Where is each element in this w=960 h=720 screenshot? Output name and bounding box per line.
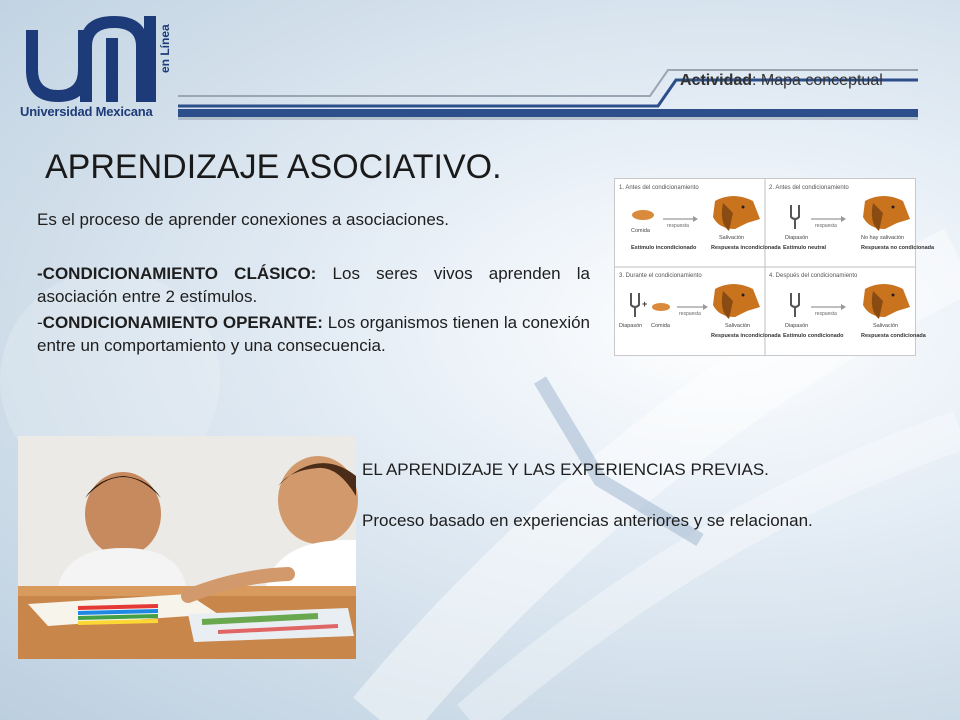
food-bowl-icon bbox=[632, 210, 654, 220]
diagram-panel-2 bbox=[769, 185, 935, 251]
svg-text:Comida: Comida bbox=[631, 228, 650, 234]
svg-text:respuesta: respuesta bbox=[679, 311, 701, 317]
svg-text:Diapasón: Diapasón bbox=[785, 323, 809, 329]
operant-term: CONDICIONAMIENTO OPERANTE: bbox=[42, 313, 323, 332]
intro-paragraph: Es el proceso de aprender conexiones a asociaciones. bbox=[37, 210, 450, 229]
logo-university-name: Universidad Mexicana bbox=[20, 104, 153, 119]
activity-label bbox=[680, 72, 883, 90]
tuning-fork-icon bbox=[791, 293, 799, 317]
svg-text:Diapasón: Diapasón bbox=[785, 235, 809, 241]
svg-text:4. Después del condicionamient: 4. Después del condicionamiento bbox=[769, 273, 858, 279]
svg-text:Respuesta incondicionada: Respuesta incondicionada bbox=[711, 333, 781, 339]
svg-text:respuesta: respuesta bbox=[815, 311, 837, 317]
svg-text:Salivación: Salivación bbox=[873, 323, 899, 329]
logo-tagline: en Línea bbox=[158, 24, 172, 73]
svg-text:Diapasón: Diapasón bbox=[619, 323, 643, 329]
dog-head-icon bbox=[713, 284, 760, 319]
diagram-panel-1 bbox=[619, 185, 782, 251]
svg-text:3. Durante el condicionamiento: 3. Durante el condicionamiento bbox=[619, 273, 702, 279]
svg-text:No hay salivación: No hay salivación bbox=[861, 235, 905, 241]
svg-text:Respuesta incondicionada: Respuesta incondicionada bbox=[711, 245, 781, 251]
classical-conditioning-paragraph bbox=[37, 262, 590, 308]
dog-head-icon bbox=[863, 196, 910, 231]
svg-text:Respuesta condicionada: Respuesta condicionada bbox=[861, 333, 926, 339]
svg-text:Respuesta no condicionada: Respuesta no condicionada bbox=[861, 245, 935, 251]
svg-text:Estímulo incondicionado: Estímulo incondicionado bbox=[631, 245, 697, 251]
svg-text:Comida: Comida bbox=[651, 323, 670, 329]
activity-value: Mapa conceptual bbox=[760, 72, 883, 89]
previous-experience-text: Proceso basado en experiencias anteriores y se relacionan. bbox=[362, 511, 813, 530]
children-drawing-photo bbox=[18, 436, 356, 659]
food-bowl-icon bbox=[652, 303, 670, 311]
tuning-fork-icon bbox=[791, 205, 799, 229]
svg-text:respuesta: respuesta bbox=[815, 223, 837, 229]
operant-conditioning-paragraph bbox=[37, 311, 590, 357]
svg-text:Estímulo neutral: Estímulo neutral bbox=[783, 245, 827, 251]
dog-head-icon bbox=[863, 284, 910, 319]
operant-text: Los organismos tienen la conexión entre un comportamiento y una consecuencia. bbox=[37, 313, 591, 355]
svg-text:Salivación: Salivación bbox=[719, 235, 745, 241]
operant-prefix: - bbox=[37, 313, 43, 332]
classical-term: -CONDICIONAMIENTO CLÁSICO: bbox=[37, 264, 317, 283]
tuning-fork-icon bbox=[631, 293, 639, 317]
svg-text:+: + bbox=[642, 299, 648, 309]
svg-text:respuesta: respuesta bbox=[667, 223, 689, 229]
page-title: APRENDIZAJE ASOCIATIVO. bbox=[45, 148, 502, 186]
activity-key: Actividad bbox=[680, 72, 753, 89]
svg-text:2. Antes del condicionamiento: 2. Antes del condicionamiento bbox=[769, 185, 849, 191]
svg-text:Salivación: Salivación bbox=[725, 323, 751, 329]
panel-title: 1. Antes del condicionamiento bbox=[619, 185, 699, 191]
diagram-panel-3 bbox=[619, 273, 782, 339]
dog-head-icon bbox=[713, 196, 760, 231]
previous-experience-heading: EL APRENDIZAJE Y LAS EXPERIENCIAS PREVIAS. bbox=[362, 460, 769, 479]
svg-text:Estímulo condicionado: Estímulo condicionado bbox=[783, 333, 844, 339]
diagram-panel-4 bbox=[769, 273, 927, 339]
pavlov-conditioning-diagram bbox=[614, 178, 935, 356]
classical-text: Los seres vivos aprenden la asociación entre 2 estímulos. bbox=[37, 264, 591, 306]
activity-separator: : bbox=[752, 72, 761, 89]
